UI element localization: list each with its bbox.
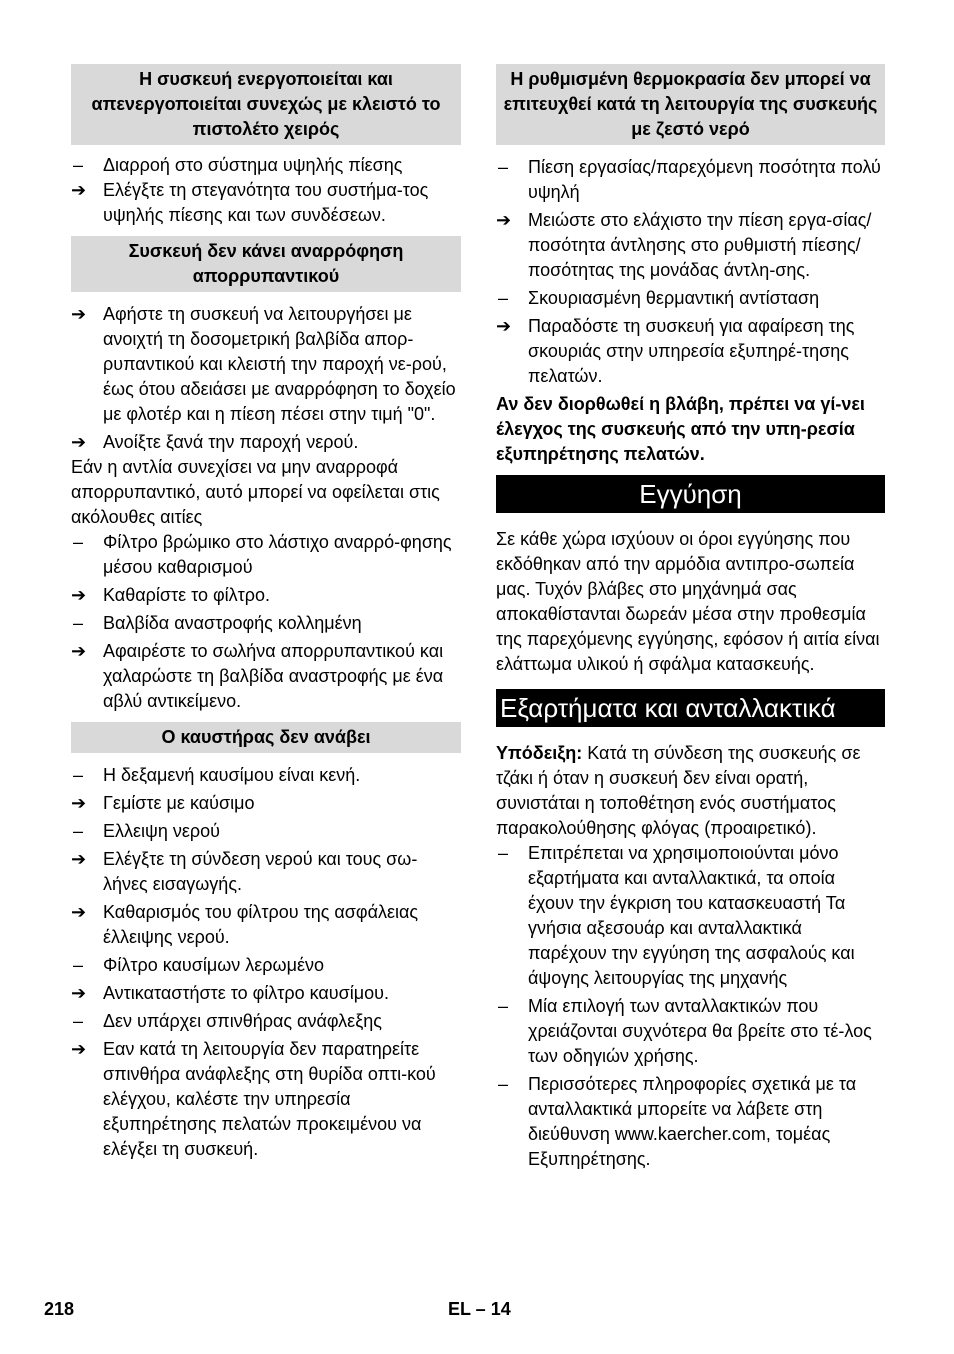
remedy-item <box>71 1037 461 1162</box>
cause-item <box>71 1009 461 1034</box>
page-number: 218 <box>44 1299 75 1319</box>
parts-item <box>496 841 885 991</box>
remedy-item <box>71 981 461 1006</box>
item-text: Παραδόστε τη συσκευή για αφαίρεση της σκουριάς στην υπηρεσία εξυπηρέ-τησης πελατών. <box>528 316 855 386</box>
arrow-icon: ➔ <box>71 793 87 813</box>
language-page-label: EL – 14 <box>448 1299 511 1319</box>
item-text: Δεν υπάρχει σπινθήρας ανάφλεξης <box>103 1011 382 1031</box>
remedy-item <box>71 178 461 228</box>
dash-marker: – <box>73 821 84 841</box>
section-heading-switching: Η συσκευή ενεργοποιείται και απενεργοποιείται συνεχώς με κλειστό το πιστολέτο χειρός <box>71 64 461 145</box>
arrow-icon: ➔ <box>71 304 87 324</box>
dash-marker: – <box>498 996 509 1016</box>
section-heading-burner: Ο καυστήρας δεν ανάβει <box>71 722 461 753</box>
cause-item <box>71 530 461 580</box>
item-text: Αντικαταστήστε το φίλτρο καυσίμου. <box>103 983 389 1003</box>
item-text: Καθαρίστε το φίλτρο. <box>103 585 270 605</box>
dash-marker: – <box>73 765 84 785</box>
item-text: Μία επιλογή των ανταλλακτικών που χρειάζονται συχνότερα θα βρείτε στο τέ-λος των οδηγιών χρήσης. <box>528 996 872 1066</box>
dash-marker: – <box>73 532 84 552</box>
arrow-icon: ➔ <box>71 983 87 1003</box>
warranty-heading: Εγγύηση <box>496 475 885 513</box>
arrow-icon: ➔ <box>71 1039 87 1059</box>
item-text: Ελέγξτε τη στεγανότητα του συστήμα-τος υψηλής πίεσης και των συνδέσεων. <box>103 180 429 225</box>
remedy-item <box>71 639 461 714</box>
remedy-item <box>496 314 885 389</box>
remedy-item <box>71 583 461 608</box>
arrow-icon: ➔ <box>71 585 87 605</box>
item-text: Φίλτρο βρώμικο στο λάστιχο αναρρό-φησης μέσου καθαρισμού <box>103 532 452 577</box>
cause-item <box>71 763 461 788</box>
note-text: Κατά τη σύνδεση της συσκευής σε τζάκι ή όταν η συσκευή δεν είναι ορατή, συνιστάται η τοποθέτηση ενός συστήματος παρακολούθησης φλόγας (προαιρετικό). <box>496 743 861 838</box>
cause-item <box>71 953 461 978</box>
section-heading-detergent: Συσκευή δεν κάνει αναρρόφηση απορρυπαντικού <box>71 236 461 292</box>
item-text: Επιτρέπεται να χρησιμοποιούνται μόνο εξαρτήματα και ανταλλακτικά, τα οποία έχουν την έγκριση του κατασκευαστή Τα γνήσια αξεσουάρ και ανταλλακτικά παρέχουν την εγγύηση της ασφαλούς και άψογης λειτουργίας της μηχανής <box>528 843 855 988</box>
cause-item <box>71 153 461 178</box>
cause-item <box>71 611 461 636</box>
item-text: Ελέγξτε τη σύνδεση νερού και τους σω-λήνες εισαγωγής. <box>103 849 418 894</box>
item-text: Αφαιρέστε το σωλήνα απορρυπαντικού και χαλαρώστε τη βαλβίδα αναστροφής με ένα αβλύ αντικείμενο. <box>103 641 444 711</box>
item-text: Εαν κατά τη λειτουργία δεν παρατηρείτε σπινθήρα ανάφλεξης στη θυρίδα οπτι-κού ελέγχου, καλέστε την υπηρεσία εξυπηρέτησης πελατών προκειμένου να ελέγξει τη συσκευή. <box>103 1039 436 1159</box>
left-column <box>71 64 461 1162</box>
remedy-item <box>71 900 461 950</box>
dash-marker: – <box>73 1011 84 1031</box>
dash-marker: – <box>73 613 84 633</box>
item-text: Σκουριασμένη θερμαντική αντίσταση <box>528 288 820 308</box>
arrow-icon: ➔ <box>71 432 87 452</box>
item-text: Βαλβίδα αναστροφής κολλημένη <box>103 613 362 633</box>
item-text: Ελλειψη νερού <box>103 821 220 841</box>
dash-marker: – <box>498 157 509 177</box>
paragraph: Εάν η αντλία συνεχίσει να μην αναρροφά απορρυπαντικό, αυτό μπορεί να οφείλεται στις ακόλουθες αιτίες <box>71 457 440 527</box>
service-note: Αν δεν διορθωθεί η βλάβη, πρέπει να γί-νει έλεγχος της συσκευής από την υπη-ρεσία εξυπηρέτησης πελατών. <box>496 394 865 464</box>
arrow-icon: ➔ <box>496 316 512 336</box>
right-column <box>496 64 885 1172</box>
dash-marker: – <box>498 1074 509 1094</box>
cause-item <box>71 819 461 844</box>
item-text: Περισσότερες πληροφορίες σχετικά με τα ανταλλακτικά μπορείτε να λάβετε στη διεύθυνση www.kaercher.com, τομέας Εξυπηρέτησης. <box>528 1074 857 1169</box>
section-heading-temperature: Η ρυθμισμένη θερμοκρασία δεν μπορεί να επιτευχθεί κατά τη λειτουργία της συσκευής με ζεστό νερό <box>496 64 885 145</box>
warranty-text: Σε κάθε χώρα ισχύουν οι όροι εγγύησης που εκδόθηκαν από την αρμόδια αντιπρο-σωπεία μας. Τυχόν βλάβες στο μηχάνημά σας αποκαθίστανται δωρεάν μέσα στην προθεσμία της παρεχόμενης εγγύησης, εφόσον ή αιτία είναι ελάττωμα υλικού ή σφάλμα κατασκευής. <box>496 529 880 674</box>
parts-item <box>496 994 885 1069</box>
item-text: Μειώστε στο ελάχιστο την πίεση εργα-σίας/ποσότητα άντλησης στο ρυθμιστή πίεσης/ποσότητας της μονάδας άντλη-σης. <box>528 210 872 280</box>
item-text: Ανοίξτε ξανά την παροχή νερού. <box>103 432 359 452</box>
arrow-icon: ➔ <box>496 210 512 230</box>
remedy-item <box>71 430 461 455</box>
item-text: Φίλτρο καυσίμων λερωμένο <box>103 955 325 975</box>
dash-marker: – <box>73 955 84 975</box>
item-text: Πίεση εργασίας/παρεχόμενη ποσότητα πολύ υψηλή <box>528 157 881 202</box>
parts-item <box>496 1072 885 1172</box>
item-text: Η δεξαμενή καυσίμου είναι κενή. <box>103 765 361 785</box>
arrow-icon: ➔ <box>71 641 87 661</box>
arrow-icon: ➔ <box>71 180 87 200</box>
remedy-item <box>71 791 461 816</box>
item-text: Αφήστε τη συσκευή να λειτουργήσει με ανοιχτή τη δοσομετρική βαλβίδα απορ-ρυπαντικού και κλειστή την παροχή νε-ρού, έως ότου αδειάσει με αναρρόφηση το δοχείο με φλοτέρ και η πίεση πέσει στην τιμή "0". <box>103 304 456 424</box>
dash-marker: – <box>73 155 84 175</box>
arrow-icon: ➔ <box>71 902 87 922</box>
item-text: Καθαρισμός του φίλτρου της ασφάλειας έλλειψης νερού. <box>103 902 419 947</box>
dash-marker: – <box>498 288 509 308</box>
cause-item <box>496 155 885 205</box>
note-label: Υπόδειξη: <box>496 743 583 763</box>
arrow-icon: ➔ <box>71 849 87 869</box>
remedy-item <box>496 208 885 283</box>
parts-note <box>496 741 885 841</box>
cause-item <box>496 286 885 311</box>
remedy-item <box>71 847 461 897</box>
item-text: Γεμίστε με καύσιμο <box>103 793 255 813</box>
parts-heading: Εξαρτήματα και ανταλλακτικά <box>496 689 885 727</box>
remedy-item <box>71 302 461 427</box>
dash-marker: – <box>498 843 509 863</box>
item-text: Διαρροή στο σύστημα υψηλής πίεσης <box>103 155 403 175</box>
